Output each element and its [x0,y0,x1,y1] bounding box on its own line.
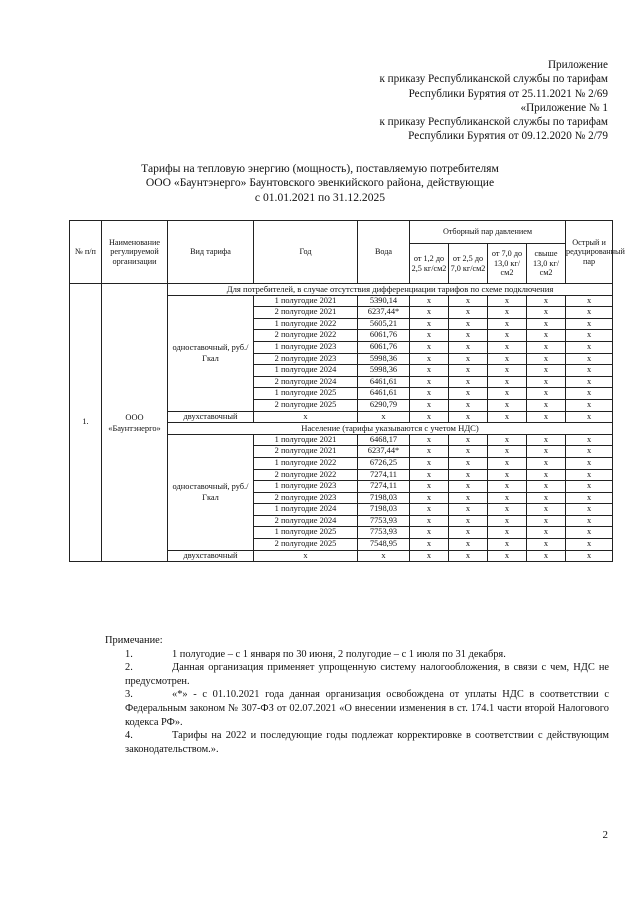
x-cell: х [449,469,488,481]
header-line: к приказу Республиканской службы по тарифам [379,116,608,129]
x-cell: х [410,457,449,469]
x-cell: х [410,399,449,411]
x-cell: х [527,376,566,388]
x-cell: х [566,330,613,342]
period-cell: 2 полугодие 2024 [254,515,358,527]
x-cell: х [410,411,449,423]
x-cell: х [488,469,527,481]
document-header [379,58,608,144]
period-cell: 2 полугодие 2022 [254,330,358,342]
title-line: с 01.01.2021 по 31.12.2025 [254,190,386,204]
period-cell: 2 полугодие 2025 [254,539,358,551]
water-value-cell: 7548,95 [358,539,410,551]
x-cell: х [527,504,566,516]
x-cell: х [449,365,488,377]
x-cell: х [449,434,488,446]
x-cell: х [566,365,613,377]
period-cell: 2 полугодие 2024 [254,376,358,388]
note-item [105,648,609,662]
water-value-cell: 7753,93 [358,515,410,527]
water-value-cell: 7198,03 [358,492,410,504]
x-cell: х [527,492,566,504]
x-cell: х [449,457,488,469]
x-cell: х [527,457,566,469]
period-cell: 2 полугодие 2022 [254,469,358,481]
note-item [105,661,609,688]
x-cell: х [449,515,488,527]
x-cell: х [566,341,613,353]
x-cell: х [488,446,527,458]
water-value-cell: 6061,76 [358,341,410,353]
water-value-cell: 7274,11 [358,481,410,493]
x-cell: х [488,504,527,516]
header-org: Наименование регулируемой организации [102,221,168,284]
water-value-cell: 5390,14 [358,295,410,307]
note-number: 2. [125,662,133,674]
group-title: Население (тарифы указываются с учетом НДС) [168,423,613,435]
note-text: Данная организация применяет упрощенную систему налогообложения, в связи с чем, НДС не предусмотрен. [125,662,609,687]
period-cell: 1 полугодие 2021 [254,434,358,446]
x-cell: х [449,446,488,458]
x-cell: х [566,515,613,527]
water-value-cell: 5998,36 [358,353,410,365]
period-cell: 1 полугодие 2024 [254,504,358,516]
tariff-type-cell: двухставочный [168,550,254,562]
note-item [105,688,609,729]
x-cell: х [527,469,566,481]
x-cell: х [488,457,527,469]
water-value-cell: 6461,61 [358,376,410,388]
x-cell: х [449,318,488,330]
x-cell: х [566,295,613,307]
header-line: Республики Бурятия от 25.11.2021 № 2/69 [408,87,608,100]
x-cell: х [566,353,613,365]
header-steam-1: от 1,2 до 2,5 кг/см2 [410,244,449,284]
note-number: 3. [125,689,133,701]
note-text: «*» - с 01.10.2021 года данная организация освобождена от уплаты НДС в соответствии с Федеральным законом № 307-ФЗ от 02.07.2021 «О внесении изменения в ст. 174.1 части второй Налогового кодекса РФ». [125,689,609,728]
water-value-cell: 6468,17 [358,434,410,446]
document-title [0,162,640,205]
period-cell: 1 полугодие 2023 [254,341,358,353]
period-cell: 1 полугодие 2025 [254,527,358,539]
note-item [105,729,609,756]
x-cell: х [527,399,566,411]
water-value-cell: 6237,44* [358,307,410,319]
x-cell: х [449,341,488,353]
water-value-cell: 6061,76 [358,330,410,342]
header-tariff-type: Вид тарифа [168,221,254,284]
x-cell: х [488,550,527,562]
x-cell: х [566,457,613,469]
x-cell: х [410,492,449,504]
x-cell: х [566,376,613,388]
x-cell: х [566,527,613,539]
period-cell: 1 полугодие 2021 [254,295,358,307]
x-cell: х [358,411,410,423]
header-num: № п/п [70,221,102,284]
x-cell: х [488,307,527,319]
x-cell: х [566,399,613,411]
note-text: 1 полугодие – с 1 января по 30 июня, 2 полугодие – с 1 июля по 31 декабря. [172,648,506,660]
x-cell: х [488,341,527,353]
period-cell: 2 полугодие 2023 [254,353,358,365]
header-sharp-steam: Острый и редуцированный пар [566,221,613,284]
organization-cell: ООО «Баунтэнерго» [102,284,168,562]
note-number: 1. [125,648,133,660]
x-cell: х [488,365,527,377]
title-line: Тарифы на тепловую энергию (мощность), поставляемую потребителям [141,162,499,175]
x-cell: х [410,469,449,481]
header-steam-4: свыше 13,0 кг/см2 [527,244,566,284]
x-cell: х [254,550,358,562]
water-value-cell: 7753,93 [358,527,410,539]
x-cell: х [410,318,449,330]
x-cell: х [410,446,449,458]
group-title-row [70,284,613,296]
x-cell: х [488,492,527,504]
x-cell: х [566,481,613,493]
x-cell: х [449,295,488,307]
x-cell: х [527,527,566,539]
x-cell: х [449,492,488,504]
tariff-type-cell: одноставочный, руб./Гкал [168,295,254,411]
period-cell: 1 полугодие 2022 [254,318,358,330]
x-cell: х [449,411,488,423]
group-title: Для потребителей, в случае отсутствия дифференциации тарифов по схеме подключения [168,284,613,296]
x-cell: х [488,515,527,527]
x-cell: х [410,295,449,307]
x-cell: х [566,411,613,423]
x-cell: х [488,376,527,388]
header-line: «Приложение № 1 [520,101,608,114]
page-number: 2 [602,829,608,841]
x-cell: х [410,353,449,365]
water-value-cell: 6726,25 [358,457,410,469]
x-cell: х [449,527,488,539]
x-cell: х [527,446,566,458]
header-line: Республики Бурятия от 09.12.2020 № 2/79 [408,130,608,143]
x-cell: х [358,550,410,562]
x-cell: х [410,307,449,319]
period-cell: 2 полугодие 2021 [254,446,358,458]
x-cell: х [254,411,358,423]
table-body [70,284,613,562]
title-line: ООО «Баунтэнерго» Баунтовского эвенкийского района, действующие [145,176,495,190]
x-cell: х [410,376,449,388]
x-cell: х [488,434,527,446]
x-cell: х [449,481,488,493]
water-value-cell: 5998,36 [358,365,410,377]
period-cell: 1 полугодие 2024 [254,365,358,377]
x-cell: х [527,411,566,423]
x-cell: х [410,550,449,562]
x-cell: х [527,318,566,330]
notes-section [105,634,609,756]
x-cell: х [449,539,488,551]
x-cell: х [410,388,449,400]
x-cell: х [527,434,566,446]
x-cell: х [566,388,613,400]
table-header [70,221,625,284]
x-cell: х [527,539,566,551]
x-cell: х [566,550,613,562]
x-cell: х [488,527,527,539]
water-value-cell: 6237,44* [358,446,410,458]
x-cell: х [488,318,527,330]
x-cell: х [566,469,613,481]
x-cell: х [566,539,613,551]
header-line: Приложение [547,59,608,71]
period-cell: 2 полугодие 2021 [254,307,358,319]
x-cell: х [488,481,527,493]
period-cell: 1 полугодие 2023 [254,481,358,493]
x-cell: х [449,353,488,365]
tariff-type-cell: двухставочный [168,411,254,423]
x-cell: х [488,330,527,342]
x-cell: х [488,388,527,400]
x-cell: х [566,307,613,319]
x-cell: х [410,481,449,493]
x-cell: х [527,353,566,365]
x-cell: х [449,307,488,319]
x-cell: х [449,388,488,400]
x-cell: х [566,504,613,516]
x-cell: х [449,376,488,388]
x-cell: х [410,365,449,377]
x-cell: х [527,341,566,353]
x-cell: х [410,527,449,539]
x-cell: х [527,295,566,307]
period-cell: 2 полугодие 2023 [254,492,358,504]
tariff-table [69,220,625,562]
x-cell: х [410,434,449,446]
x-cell: х [566,318,613,330]
x-cell: х [566,492,613,504]
x-cell: х [449,504,488,516]
x-cell: х [449,330,488,342]
x-cell: х [410,504,449,516]
header-steam-2: от 2,5 до 7,0 кг/см2 [449,244,488,284]
header-water: Вода [358,221,410,284]
water-value-cell: 7198,03 [358,504,410,516]
x-cell: х [527,550,566,562]
note-number: 4. [125,730,133,742]
period-cell: 1 полугодие 2025 [254,388,358,400]
water-value-cell: 5605,21 [358,318,410,330]
x-cell: х [488,295,527,307]
x-cell: х [488,411,527,423]
x-cell: х [410,515,449,527]
x-cell: х [410,539,449,551]
row-number-cell: 1. [70,284,102,562]
water-value-cell: 6290,79 [358,399,410,411]
x-cell: х [488,399,527,411]
x-cell: х [527,388,566,400]
x-cell: х [527,330,566,342]
x-cell: х [488,353,527,365]
x-cell: х [527,307,566,319]
header-steam-group: Отборный пар давлением [410,221,566,244]
x-cell: х [527,481,566,493]
note-text: Тарифы на 2022 и последующие годы подлежат корректировке в соответствии с действующим законодательством.». [125,730,609,755]
header-line: к приказу Республиканской службы по тарифам [379,73,608,86]
x-cell: х [410,330,449,342]
header-steam-3: от 7,0 до 13,0 кг/см2 [488,244,527,284]
period-cell: 2 полугодие 2025 [254,399,358,411]
x-cell: х [527,515,566,527]
x-cell: х [449,550,488,562]
water-value-cell: 7274,11 [358,469,410,481]
x-cell: х [566,434,613,446]
water-value-cell: 6461,61 [358,388,410,400]
x-cell: х [410,341,449,353]
tariff-type-cell: одноставочный, руб./Гкал [168,434,254,550]
x-cell: х [527,365,566,377]
x-cell: х [449,399,488,411]
header-year: Год [254,221,358,284]
period-cell: 1 полугодие 2022 [254,457,358,469]
x-cell: х [566,446,613,458]
x-cell: х [488,539,527,551]
notes-heading: Примечание: [105,635,163,646]
